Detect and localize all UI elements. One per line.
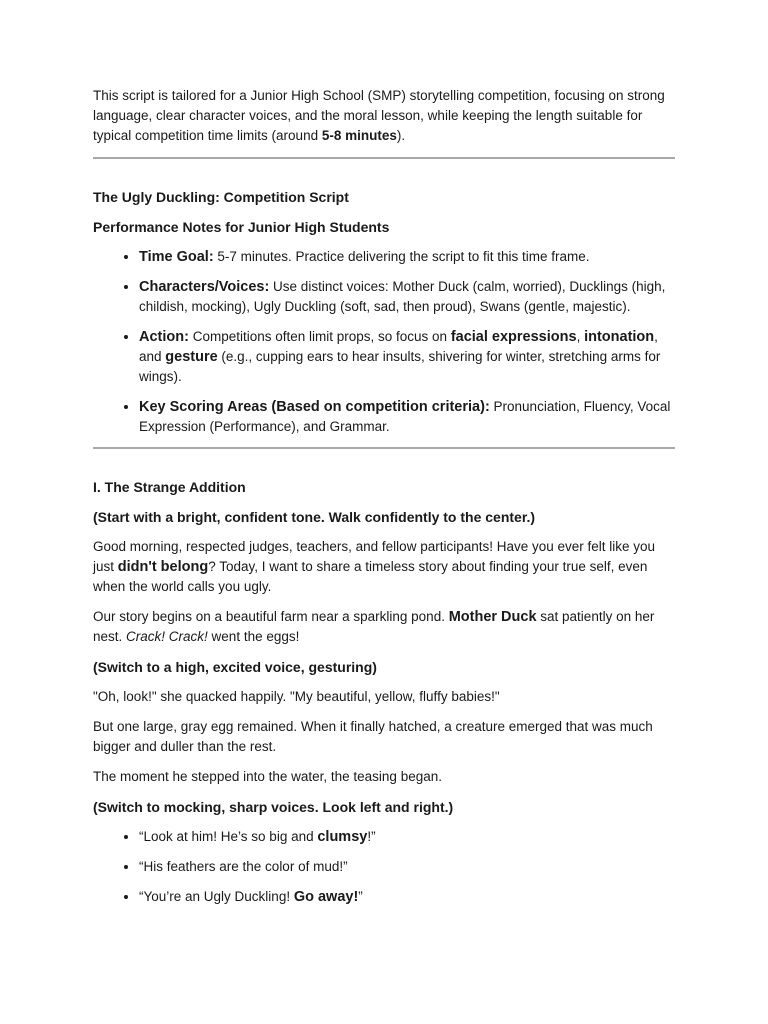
list-item: • “You’re an Ugly Duckling! Go away!” bbox=[139, 887, 675, 907]
list-item: • “Look at him! He’s so big and clumsy!” bbox=[139, 827, 675, 847]
list-item: • Time Goal: 5-7 minutes. Practice delivering the script to fit this time frame. bbox=[139, 247, 675, 267]
horizontal-rule bbox=[93, 157, 675, 159]
intro-paragraph: This script is tailored for a Junior High School (SMP) storytelling competition, focusing on strong language, clear character voices, and the moral lesson, while keeping the length suitable for typical competition time limits (around 5-8 minutes). bbox=[93, 88, 665, 143]
taunts-list bbox=[93, 827, 675, 907]
list-item: • Key Scoring Areas (Based on competition criteria): Pronunciation, Fluency, Vocal Expression (Performance), and Grammar. bbox=[139, 397, 675, 437]
note-label: Key Scoring Areas (Based on competition criteria): bbox=[139, 399, 490, 415]
stage-direction: (Start with a bright, confident tone. Walk confidently to the center.) bbox=[93, 509, 536, 525]
script-title: The Ugly Duckling: Competition Script bbox=[93, 189, 349, 205]
horizontal-rule bbox=[93, 447, 675, 449]
note-label: Characters/Voices: bbox=[139, 279, 270, 295]
section-heading: I. The Strange Addition bbox=[93, 479, 246, 495]
story-paragraph: "Oh, look!" she quacked happily. "My beautiful, yellow, fluffy babies!" bbox=[93, 689, 500, 704]
list-item: • Action: Competitions often limit props, so focus on facial expressions, intonation, and gesture (e.g., cupping ears to hear insults, shivering for winter, stretching arms for wings). bbox=[139, 327, 675, 387]
story-paragraph: But one large, gray egg remained. When it finally hatched, a creature emerged that was much bigger and duller than the rest. bbox=[93, 719, 653, 754]
stage-direction: (Switch to mocking, sharp voices. Look left and right.) bbox=[93, 799, 454, 815]
list-item: • Characters/Voices: Use distinct voices: Mother Duck (calm, worried), Ducklings (high, childish, mocking), Ugly Duckling (soft, sad, then proud), Swans (gentle, majestic). bbox=[139, 277, 675, 317]
time-limit-emphasis: 5-8 minutes bbox=[321, 128, 397, 143]
story-paragraph: Good morning, respected judges, teachers, and fellow participants! Have you ever felt like you just didn't belong? Today, I want to share a timeless story about finding your true self, even when the world calls you ugly. bbox=[93, 539, 656, 594]
notes-heading: Performance Notes for Junior High Students bbox=[93, 219, 390, 235]
stage-direction: (Switch to a high, excited voice, gesturing) bbox=[93, 659, 377, 675]
note-label: Action: bbox=[139, 329, 189, 345]
note-label: Time Goal: bbox=[139, 249, 214, 265]
story-paragraph: The moment he stepped into the water, the teasing began. bbox=[93, 769, 442, 784]
story-paragraph: Our story begins on a beautiful farm near a sparkling pond. Mother Duck sat patiently on her nest. Crack! Crack! went the eggs! bbox=[93, 609, 655, 644]
performance-notes-list bbox=[93, 247, 675, 437]
list-item: • “His feathers are the color of mud!” bbox=[139, 857, 675, 877]
document-body bbox=[93, 86, 675, 907]
